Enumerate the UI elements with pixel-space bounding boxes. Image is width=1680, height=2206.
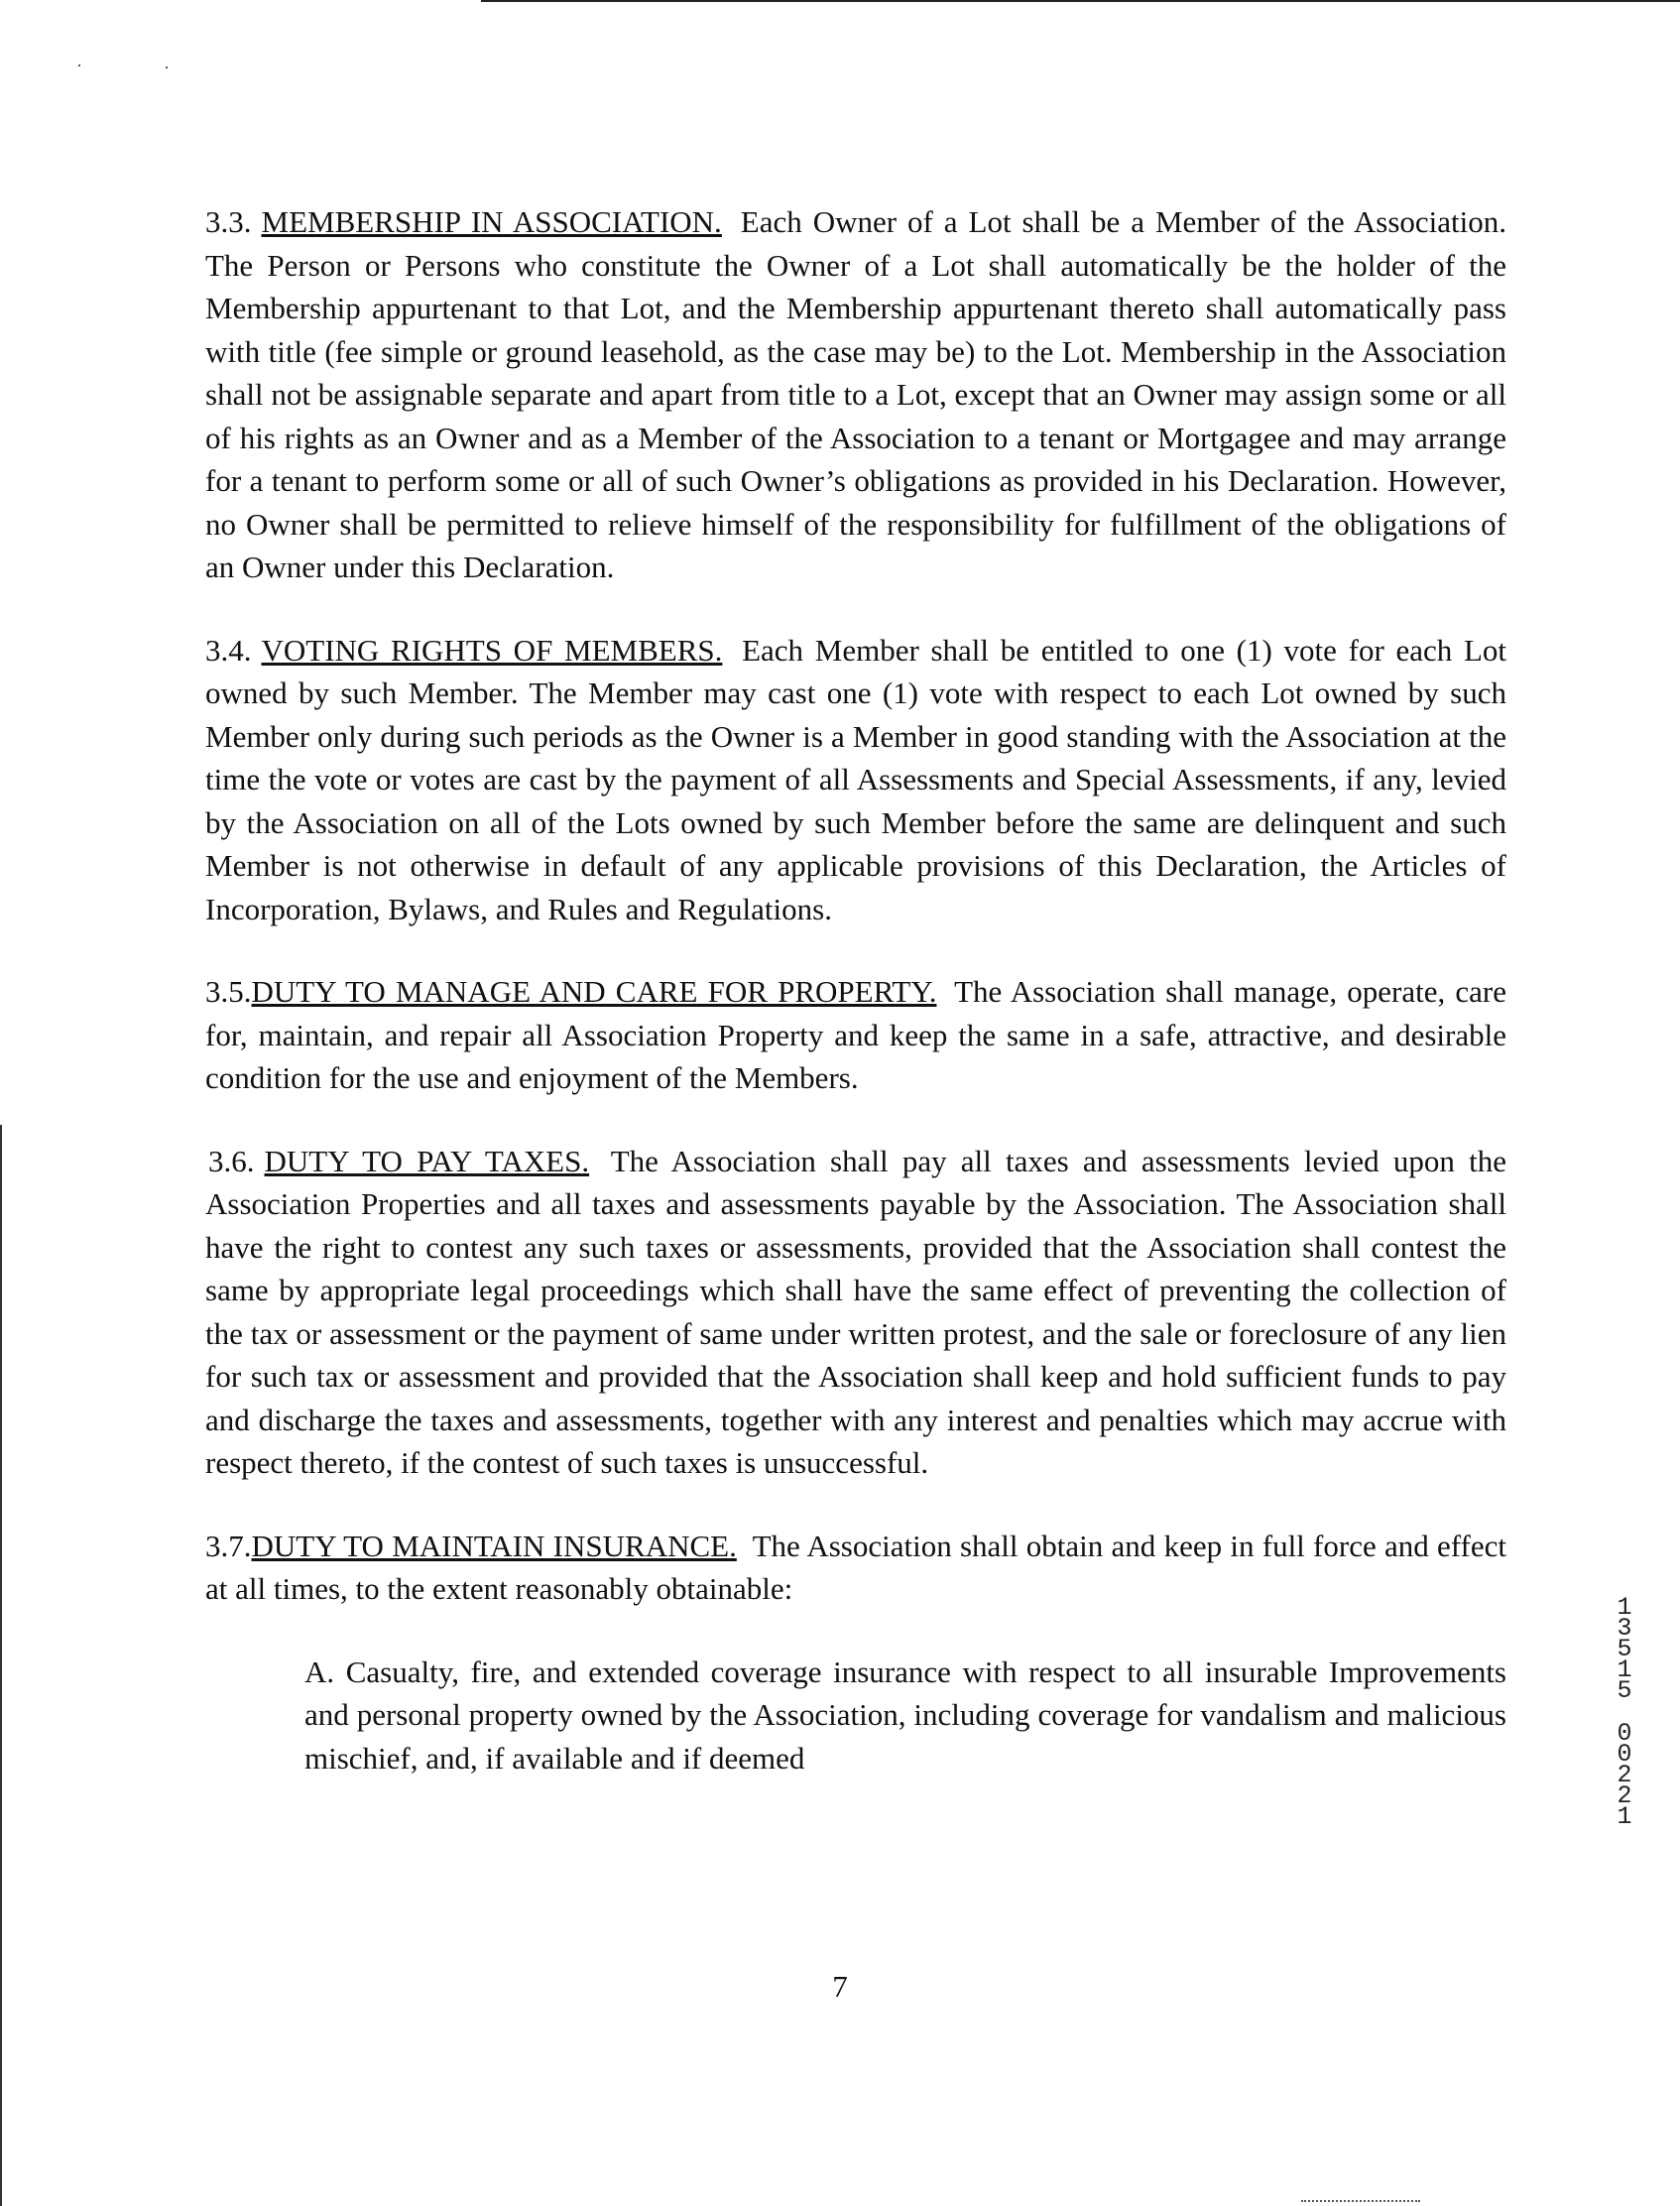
section-number: 3.3.	[205, 204, 252, 239]
stamp-digit: 5	[1617, 1676, 1632, 1705]
bottom-scan-mark	[1301, 2200, 1420, 2202]
section-heading: VOTING RIGHTS OF MEMBERS.	[261, 632, 723, 668]
section-text: The Association shall manage, operate, care for, maintain, and repair all Association Property and keep the same in a safe, attractive, and desirable condition for the use and enjoyment of the Members.	[205, 974, 1506, 1095]
stamp-digit: 5	[1617, 1635, 1632, 1663]
section-heading: DUTY TO MANAGE AND CARE FOR PROPERTY.	[251, 974, 937, 1009]
section-heading: MEMBERSHIP IN ASSOCIATION.	[261, 204, 722, 239]
section-text: Each Member shall be entitled to one (1) vote for each Lot owned by such Member. The Member may cast one (1) vote with respect to each Lot owned by such Member only during such periods as the Owner is a Member in good standing with the Association at the time the vote or votes are cast by the payment of all Assessments and Special Assessments, if any, levied by the Association on all of the Lots owned by such Member before the same are delinquent and such Member is not otherwise in default of any applicable provisions of this Declaration, the Articles of Incorporation, Bylaws, and Rules and Regulations.	[205, 632, 1507, 926]
subsection-label: A.	[304, 1654, 335, 1689]
scan-speck	[166, 66, 168, 68]
section-number: 3.6.	[208, 1143, 255, 1178]
stamp-digit: 1	[1617, 1655, 1632, 1684]
left-scan-edge	[0, 1125, 2, 2206]
subsection-text: Casualty, fire, and extended coverage insurance with respect to all insurable Improvements and personal property owned by the Association, including coverage for vandalism and malicious mischief, and, if available and if deemed	[304, 1654, 1507, 1776]
section-text: The Association shall pay all taxes and assessments levied upon the Association Properties and all taxes and assessments payable by the Association. The Association shall have the right to contest any such taxes or assessments, provided that the Association shall contest the same by appropriate legal proceedings which shall have the same effect of preventing the collection of the tax or assessment or the payment of same under written protest, and the sale or foreclosure of any lien for such tax or assessment and provided that the Association shall keep and hold sufficient funds to pay and discharge the taxes and assessments, together with any interest and penalties which may accrue with respect thereto, if the contest of such taxes is unsuccessful.	[205, 1143, 1506, 1480]
section-heading: DUTY TO PAY TAXES.	[264, 1143, 590, 1178]
stamp-digit: 1	[1617, 1593, 1632, 1622]
stamp-digit: 2	[1617, 1781, 1632, 1810]
section-3-7	[205, 1525, 1506, 1611]
top-border-line	[481, 0, 1680, 2]
section-number: 3.4.	[205, 632, 252, 668]
section-3-3	[205, 200, 1506, 589]
section-3-5	[205, 970, 1506, 1100]
stamp-digit: 1	[1617, 1802, 1632, 1831]
section-number: 3.7.	[205, 1528, 252, 1563]
section-text: Each Owner of a Lot shall be a Member of the Association. The Person or Persons who constitute the Owner of a Lot shall automatically be the holder of the Membership appurtenant to that Lot, and the Membership appurtenant thereto shall automatically pass with title (fee simple or ground leasehold, as the case may be) to the Lot. Membership in the Association shall not be assignable separate and apart from title to a Lot, except that an Owner may assign some or all of his rights as an Owner and as a Member of the Association to a tenant or Mortgagee and may arrange for a tenant to perform some or all of such Owner’s obligations as provided in his Declaration. However, no Owner shall be permitted to relieve himself of the responsibility for fulfillment of the obligations of an Owner under this Declaration.	[205, 204, 1506, 584]
stamp-digit: 2	[1617, 1761, 1632, 1789]
section-number: 3.5.	[205, 974, 252, 1009]
scan-speck	[78, 64, 80, 66]
subsection-a	[304, 1651, 1506, 1780]
section-heading: DUTY TO MAINTAIN INSURANCE.	[251, 1528, 737, 1563]
stamp-digit: 0	[1617, 1740, 1632, 1769]
section-3-4	[205, 629, 1506, 931]
section-text: The Association shall obtain and keep in full force and effect at all times, to the extent reasonably obtainable:	[205, 1528, 1507, 1606]
section-3-6	[205, 1140, 1506, 1485]
document-body	[205, 200, 1506, 1779]
stamp-digit: 0	[1617, 1719, 1632, 1748]
side-document-stamp	[1613, 1593, 1636, 1831]
page-number: 7	[832, 1969, 848, 2004]
stamp-digit: 3	[1617, 1614, 1632, 1643]
